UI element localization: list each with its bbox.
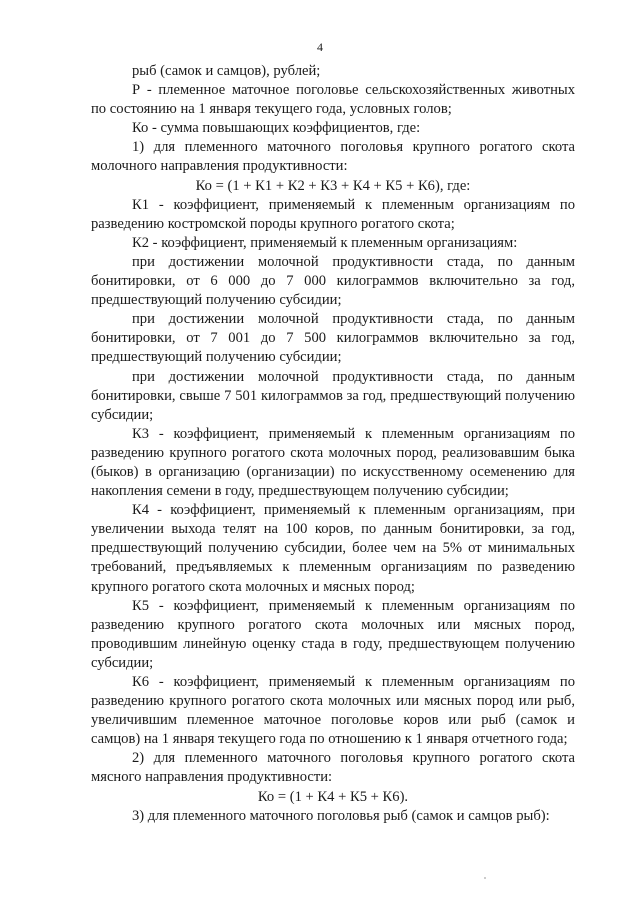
paragraph-k2-range-2: при достижении молочной продуктивности стада, по данным бонитировки, от 7 001 до 7 500 килограммов включительно за год, предшествующий получению субсидии;	[91, 311, 575, 366]
paragraph-k2-range-3: при достижении молочной продуктивности стада, по данным бонитировки, свыше 7 501 килограммов за год, предшествующий получению субсидии;	[91, 368, 575, 423]
paragraph-k3: К3 - коэффициент, применяемый к племенным организациям по разведению крупного рогатого скота молочных пород, реализовавшим быка (быков) в организацию (организации) по искусственному осеменению для накопления семени в году, предшествующем получению субсидии;	[91, 425, 575, 500]
paragraph-k5: К5 - коэффициент, применяемый к племенным организациям по разведению крупного рогатого скота молочных или мясных пород, проводившим линейную оценку стада в году, предшествующем получению субсидии;	[91, 597, 575, 671]
paragraph-fish-rubles: рыб (самок и самцов), рублей;	[132, 63, 321, 79]
formula-ko-dairy: Ко = (1 + К1 + К2 + К3 + К4 + К5 + К6), где:	[195, 177, 471, 194]
paragraph-ko-definition: Ко - сумма повышающих коэффициентов, где:	[132, 120, 421, 137]
paragraph-k4: К4 - коэффициент, применяемый к племенным организациям, при увеличении выхода телят на 100 коров, по данным бонитировки, за год, предшествующий получению субсидии, более чем на 5% от минимальных требований, предъявляемых к племенным организациям по разведению крупного рогатого скота молочных и мясных пород;	[91, 502, 575, 595]
paragraph-livestock-definition: Р - племенное маточное поголовье сельскохозяйственных животных по состоянию на 1 января текущего года, условных голов;	[91, 82, 575, 118]
paragraph-k6: К6 - коэффициент, применяемый к племенным организациям по разведению крупного рогатого скота молочных или мясных пород или рыб, увеличившим племенное маточное поголовье коров или рыб (самок и самцов) на 1 января текущего года по отношению к 1 января отчетного года;	[91, 674, 575, 748]
paragraph-beef-cattle: 2) для племенного маточного поголовья крупного рогатого скота мясного направления продуктивности:	[91, 750, 575, 786]
formula-ko-beef: Ко = (1 + К4 + К5 + К6).	[257, 788, 409, 805]
paragraph-k1: К1 - коэффициент, применяемый к племенным организациям по разведению костромской породы крупного рогатого скота;	[91, 196, 575, 232]
paragraph-k2-range-1: при достижении молочной продуктивности стада, по данным бонитировки, от 6 000 до 7 000 килограммов включительно за год, предшествующий получению субсидии;	[91, 253, 575, 309]
scan-artifact	[484, 877, 486, 879]
paragraph-k2: К2 - коэффициент, применяемый к племенным организациям:	[132, 234, 518, 251]
paragraph-dairy-cattle: 1) для племенного маточного поголовья крупного рогатого скота молочного направления продуктивности:	[91, 139, 575, 175]
page-number: 4	[317, 40, 323, 54]
paragraph-fish: 3) для племенного маточного поголовья рыб (самок и самцов рыб):	[132, 807, 550, 824]
document-body	[91, 62, 575, 826]
